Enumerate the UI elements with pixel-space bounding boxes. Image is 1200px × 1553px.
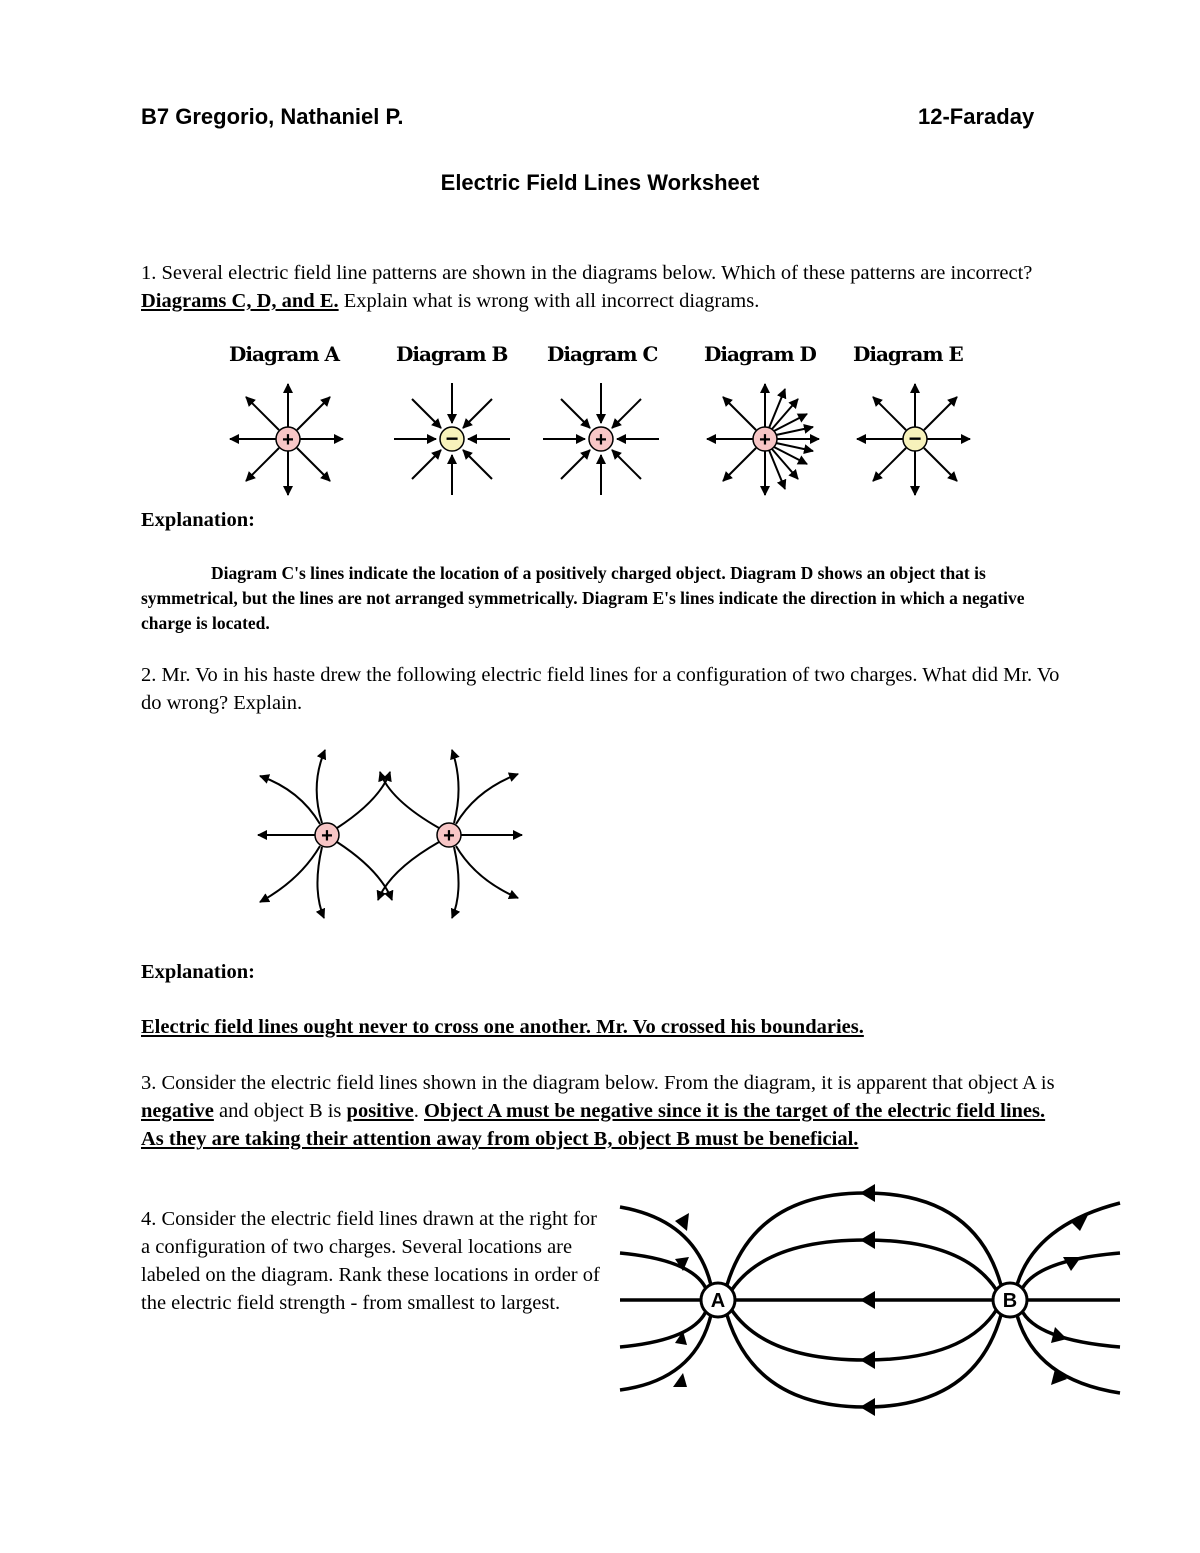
charge-sign: +	[443, 825, 455, 847]
left-charge	[315, 823, 339, 847]
question-3-explanation: Object A must be negative since it is the target of the electric field lines. As they are taking their attention away from object B, object B must be beneficial.	[141, 1100, 1046, 1150]
question-3-text-mid: and object B is	[213, 1100, 347, 1122]
diagram-c-label: Diagram C	[547, 342, 658, 366]
diagram-b-label: Diagram B	[396, 342, 508, 366]
diagram-a	[230, 384, 343, 495]
diagram-d-label: Diagram D	[704, 342, 816, 366]
q1-explanation-label: Explanation:	[141, 509, 255, 531]
charge-sign: −	[445, 426, 459, 451]
question-1-answer: Diagrams C, D, and E.	[141, 290, 339, 312]
charge-sign: +	[321, 825, 333, 847]
q2-explanation: Electric field lines ought never to cross one another. Mr. Vo crossed his boundaries.	[141, 1016, 864, 1038]
diagram-b	[394, 383, 510, 495]
q1-explanation: Diagram C's lines indicate the location of a positively charged object. Diagram D shows an object that is symmetrical, but the lines are not arranged symmetrically. Diagram E's lines indicate the direction in which a negative charge is located.	[141, 563, 1025, 633]
diagram-c	[543, 383, 659, 495]
charge-sign: +	[595, 429, 607, 451]
q2-explanation-label: Explanation:	[141, 961, 255, 983]
object-a	[701, 1283, 735, 1317]
object-b	[993, 1283, 1027, 1317]
q4-diagram	[615, 1185, 1135, 1415]
question-4: 4. Consider the electric field lines drawn at the right for a configuration of two charges. Several locations are labeled on the diagram. Rank these locations in order of the electric field strength - from smallest to largest.	[141, 1208, 600, 1314]
diagram-d	[707, 384, 819, 495]
question-2: 2. Mr. Vo in his haste drew the following electric field lines for a configuration of two charges. What did Mr. Vo do wrong? Explain.	[141, 664, 1060, 714]
diagram-a-label: Diagram A	[229, 342, 340, 366]
question-1-text-end: Explain what is wrong with all incorrect diagrams.	[338, 290, 760, 312]
object-a-label: A	[710, 1290, 726, 1312]
question-3-text-end: .	[413, 1100, 424, 1122]
object-b-label: B	[1002, 1290, 1018, 1312]
answer-object-a: negative	[141, 1100, 214, 1122]
class-section: 12-Faraday	[918, 104, 1035, 129]
diagram-e-label: Diagram E	[853, 342, 963, 366]
diagram-e	[857, 384, 970, 495]
question-3	[141, 1069, 1061, 1153]
charge-sign: +	[282, 429, 294, 451]
charge-sign: +	[759, 429, 771, 451]
question-3-text: 3. Consider the electric field lines shown in the diagram below. From the diagram, it is apparent that object A is	[141, 1072, 1055, 1094]
question-1-text: 1. Several electric field line patterns are shown in the diagrams below. Which of these patterns are incorrect?	[141, 262, 1033, 284]
student-name: B7 Gregorio, Nathaniel P.	[141, 104, 404, 129]
right-charge	[437, 823, 461, 847]
question-1	[141, 259, 1061, 315]
charge-sign: −	[908, 426, 922, 451]
page-title: Electric Field Lines Worksheet	[440, 170, 760, 195]
q2-diagram	[240, 740, 560, 940]
answer-object-b: positive	[346, 1100, 414, 1122]
